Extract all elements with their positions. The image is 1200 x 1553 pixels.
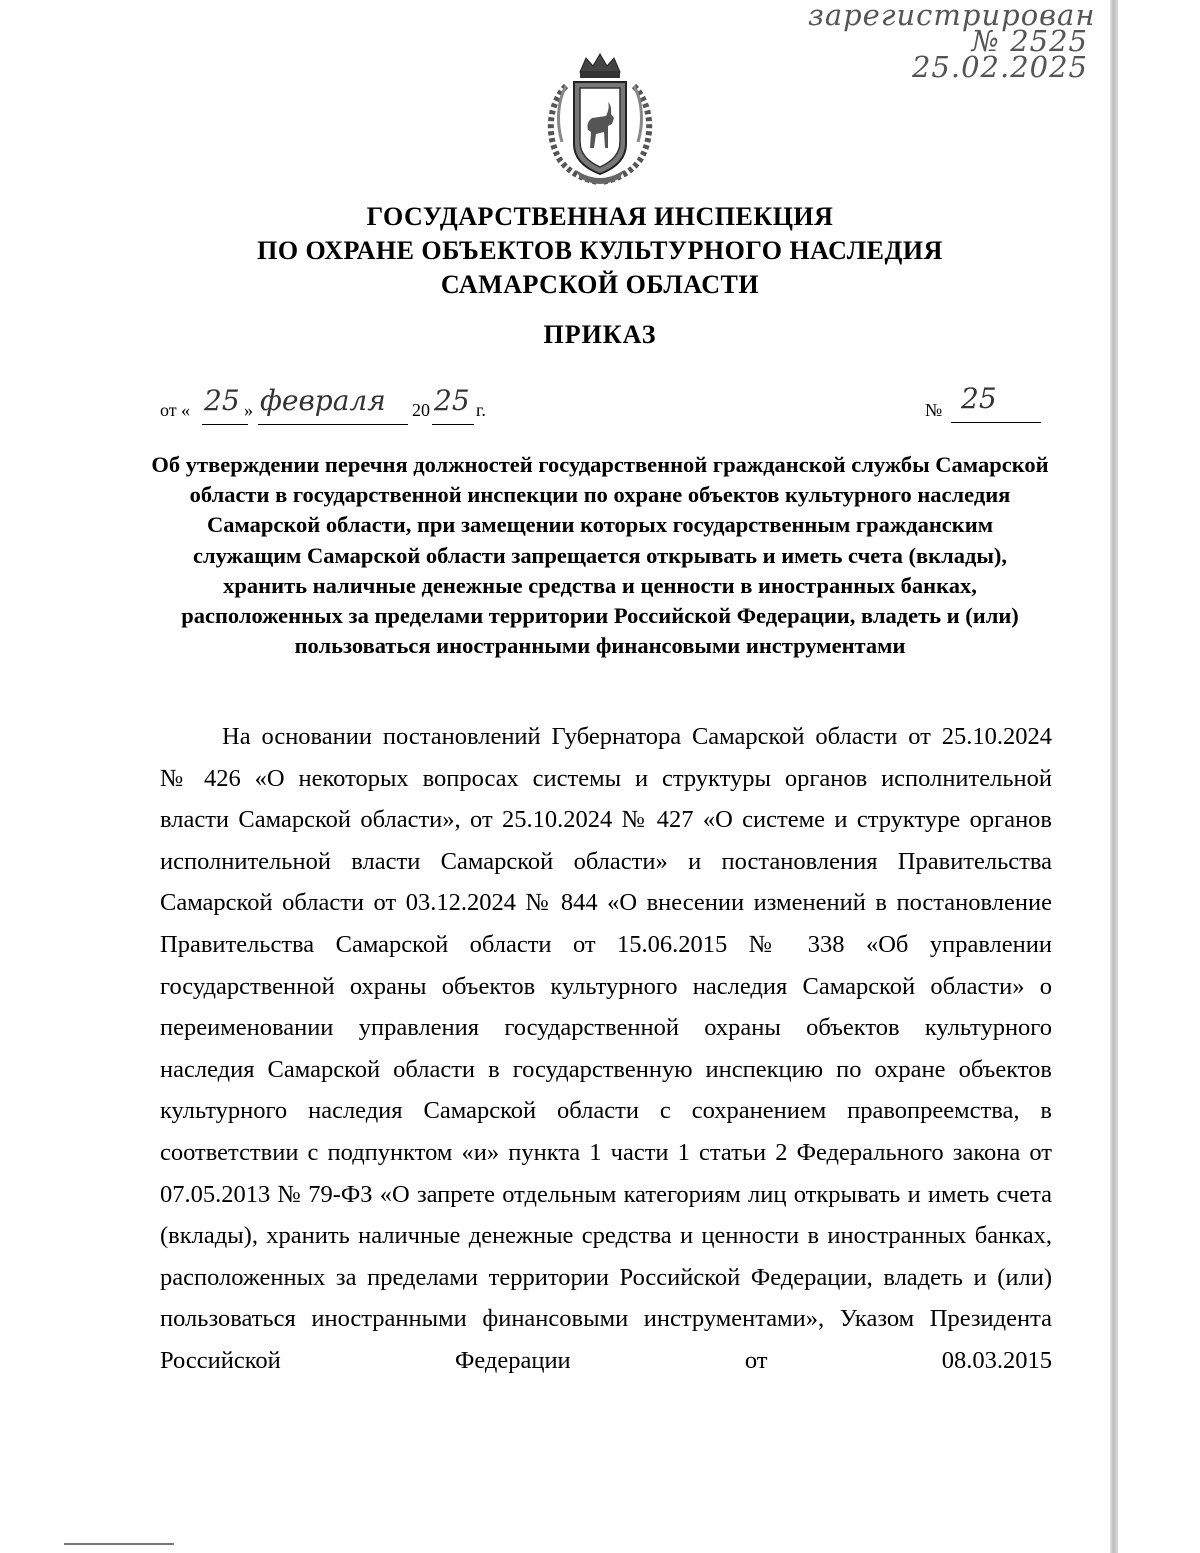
date-prefix: от «: [160, 400, 191, 420]
registration-handwritten-note: [808, 0, 1096, 84]
registration-note-line: зарегистрирован: [808, 0, 1096, 32]
organization-title: [150, 200, 1050, 302]
scan-edge-shadow: [1110, 0, 1118, 1553]
date-year-prefix: 20: [412, 400, 430, 420]
date-month-underline: [258, 424, 408, 425]
order-date: [160, 384, 500, 428]
org-title-line: ГОСУДАРСТВЕННАЯ ИНСПЕКЦИЯ: [366, 202, 834, 231]
date-year-handwritten: 25: [434, 384, 470, 417]
date-suffix: г.: [476, 400, 486, 420]
date-month-handwritten: февраля: [260, 384, 386, 417]
order-subject: Об утверждении перечня должностей государственной гражданской службы Самарской области в государственной инспекции по охране объектов культурного наследия Самарской области, при замещении которых государственным гражданским служащим Самарской области запрещается открывать и иметь счета (вклады), хранить наличные денежные средства и ценности в иностранных банках, расположенных за пределами территории Российской Федерации, владеть и (или) пользоваться иностранными финансовыми инструментами: [151, 452, 1049, 659]
org-title-line: ПО ОХРАНЕ ОБЪЕКТОВ КУЛЬТУРНОГО НАСЛЕДИЯ: [257, 236, 943, 265]
date-day-underline: [202, 424, 248, 425]
number-value-handwritten: 25: [961, 382, 997, 415]
order-body-paragraph: На основании постановлений Губернатора Самарской области от 25.10.2024 № 426 «О некоторых вопросах системы и структуры органов исполнительной власти Самарской области», от 25.10.2024 № 427 «О системе и структуре органов исполнительной власти Самарской области» и постановления Правительства Самарской области от 03.12.2024 № 844 «О внесении изменений в постановление Правительства Самарской области от 15.06.2015 № 338 «Об управлении государственной охраны объектов культурного наследия Самарской области» о переименовании управления государственной охраны объектов культурного наследия Самарской области в государственную инспекцию по охране объектов культурного наследия Самарской области с сохранением правопреемства, в соответствии с подпунктом «и» пункта 1 части 1 статьи 2 Федерального закона от 07.05.2013 № 79-ФЗ «О запрете отдельным категориям лиц открывать и иметь счета (вклады), хранить наличные денежные средства и ценности в иностранных банках, расположенных за пределами территории Российской Федерации, владеть и (или) пользоваться иностранными финансовыми инструментами», Указом Президента Российской Федерации от 08.03.2015: [160, 723, 1052, 1374]
coat-of-arms-emblem: [536, 52, 664, 188]
date-day-handwritten: 25: [204, 384, 240, 417]
number-underline: [951, 422, 1041, 423]
org-title-line: САМАРСКОЙ ОБЛАСТИ: [440, 270, 760, 299]
date-year-underline: [432, 424, 474, 425]
registration-note-line: № 2525: [971, 24, 1088, 58]
date-close-quote: »: [244, 400, 253, 420]
registration-note-line: 25.02.2025: [911, 50, 1088, 84]
footer-rule: [64, 1543, 174, 1545]
number-label: №: [925, 400, 943, 420]
document-type-heading: ПРИКАЗ: [543, 320, 657, 349]
order-number: [925, 384, 1045, 428]
